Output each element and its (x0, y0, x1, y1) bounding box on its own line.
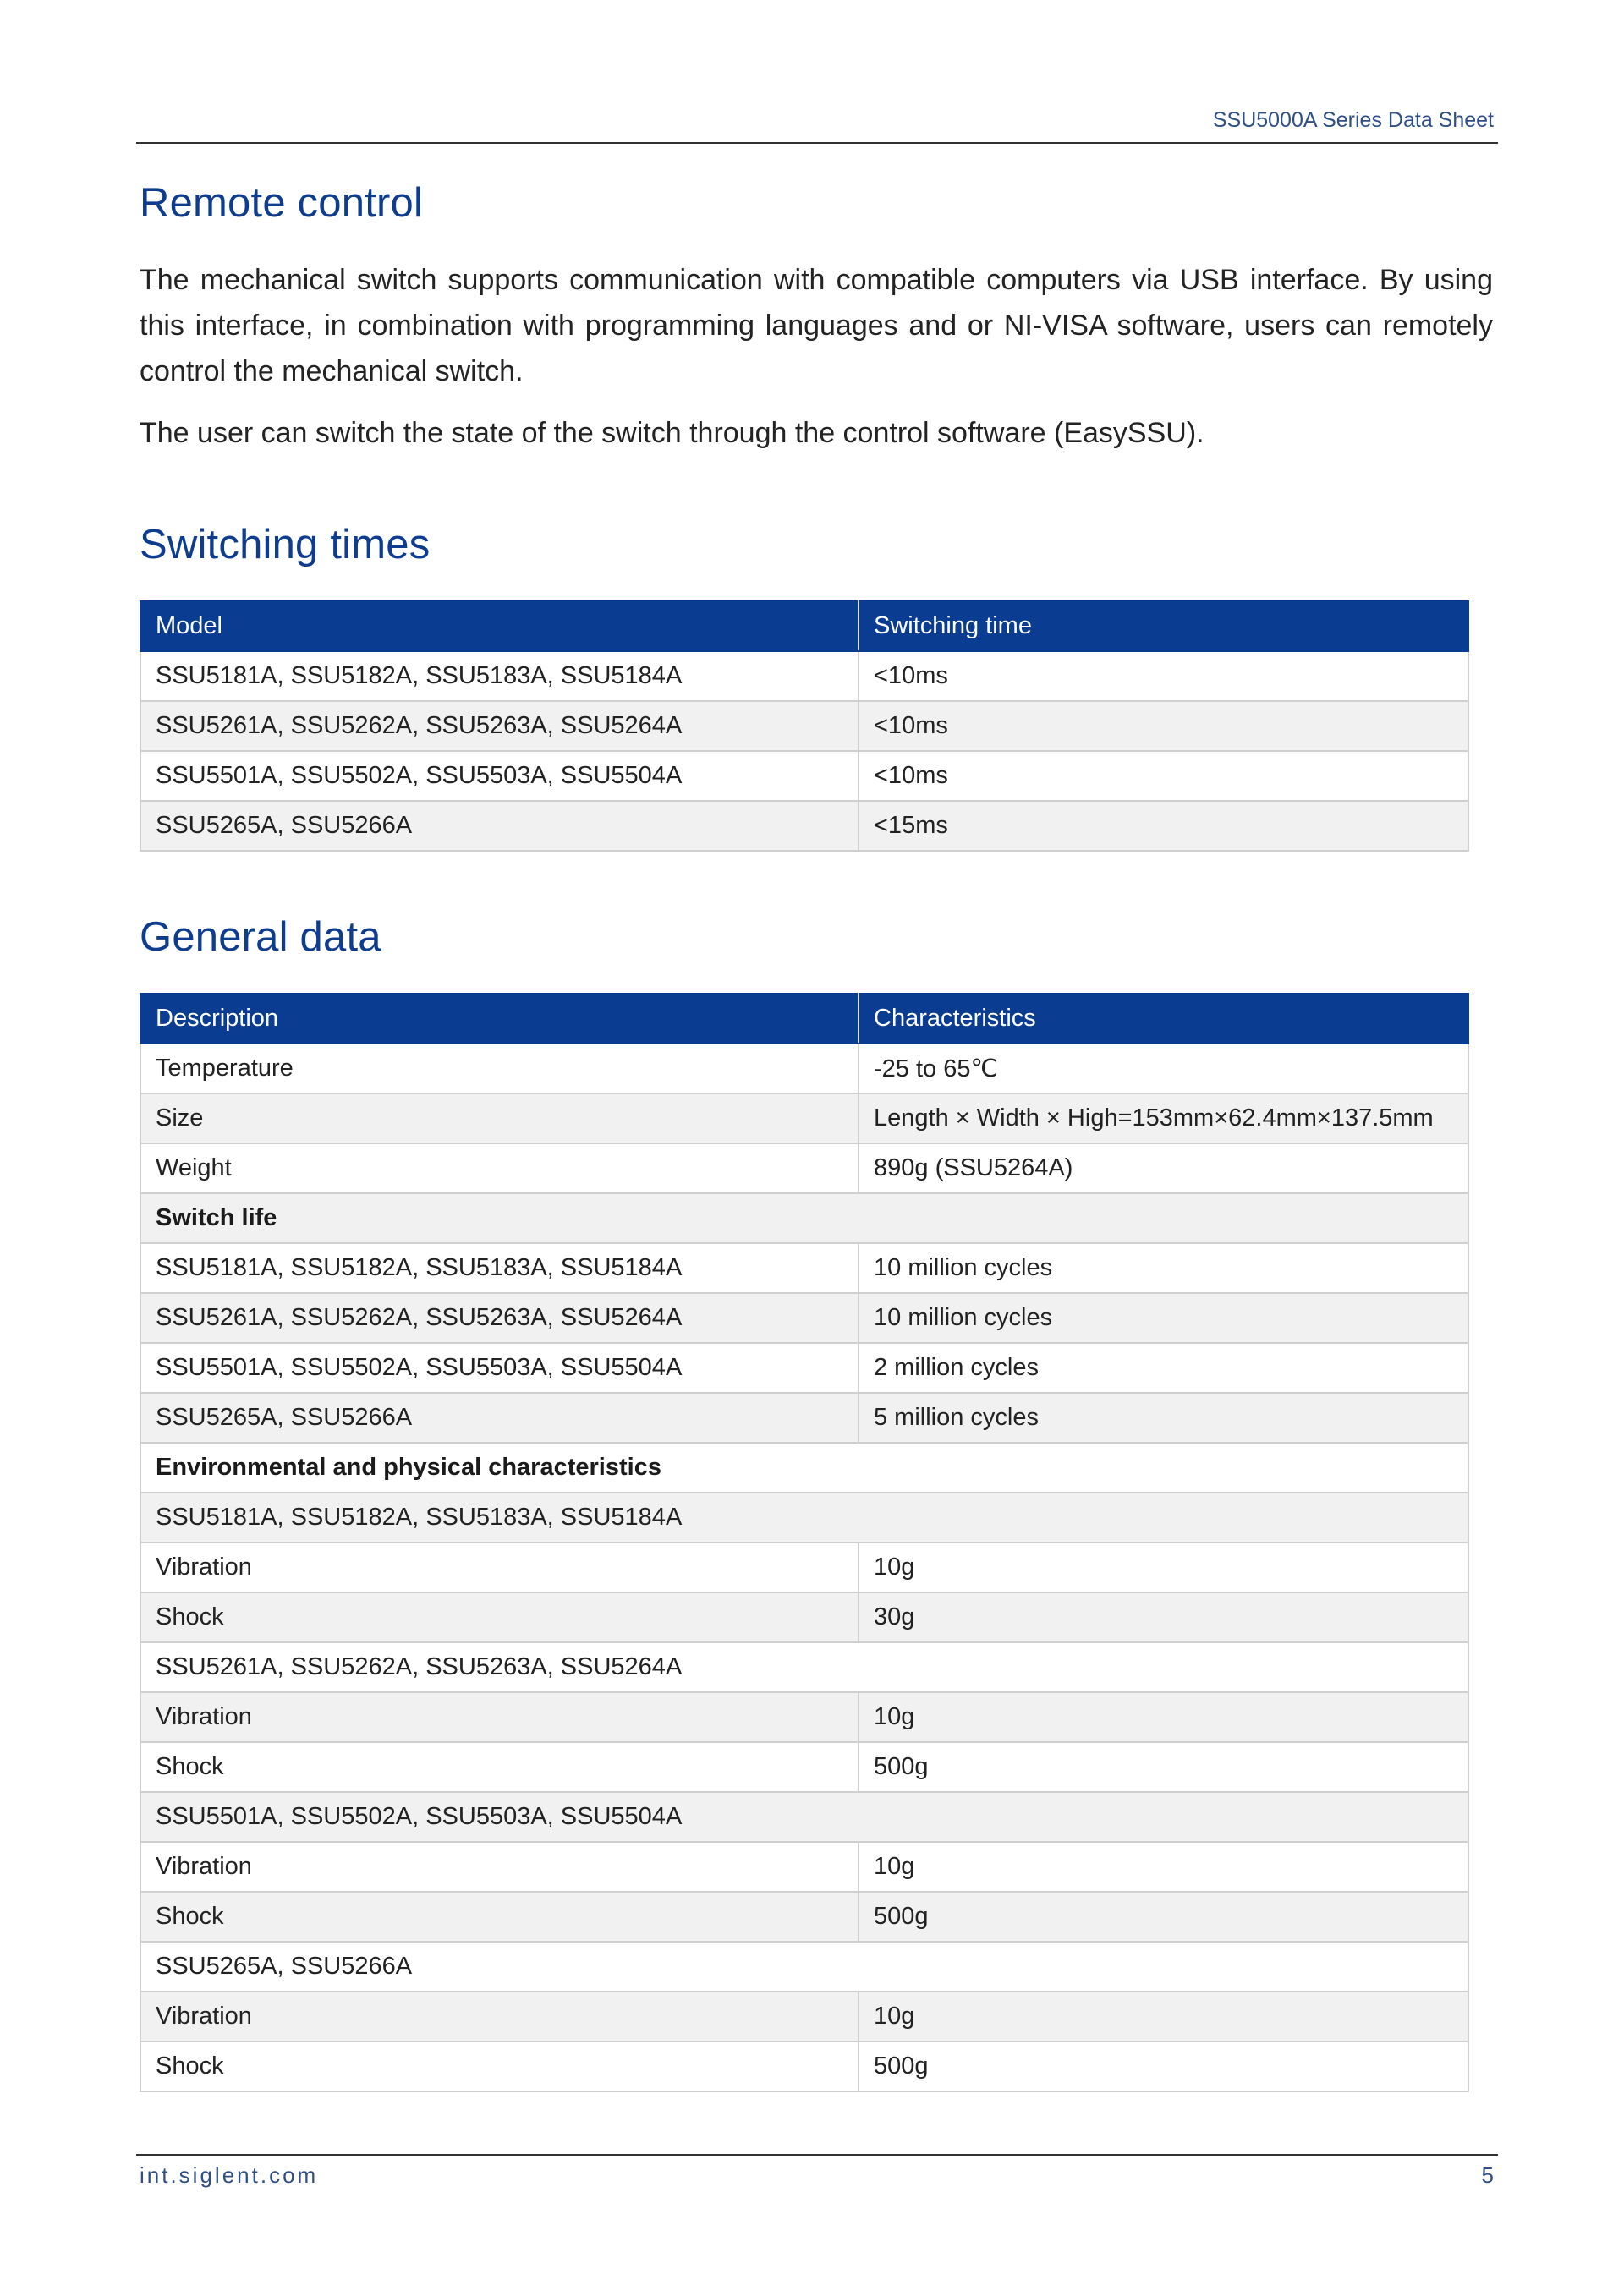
characteristic-cell: 890g (SSU5264A) (859, 1143, 1468, 1193)
table-row (140, 1393, 1468, 1443)
table-section-row (140, 1792, 1468, 1842)
model-cell: SSU5261A, SSU5262A, SSU5263A, SSU5264A (140, 701, 859, 751)
table-row (140, 751, 1468, 801)
model-cell: SSU5181A, SSU5182A, SSU5183A, SSU5184A (140, 651, 859, 701)
characteristic-cell: Length × Width × High=153mm×62.4mm×137.5mm (859, 1093, 1468, 1143)
header-divider (136, 142, 1498, 144)
description-cell: Temperature (140, 1044, 859, 1093)
table-row (140, 1093, 1468, 1143)
description-cell: SSU5181A, SSU5182A, SSU5183A, SSU5184A (140, 1243, 859, 1293)
table-header-row (140, 994, 1468, 1044)
table-row (140, 1044, 1468, 1093)
column-header-model: Model (140, 601, 859, 651)
switching-times-heading: Switching times (140, 522, 431, 567)
table-row (140, 1243, 1468, 1293)
model-cell: SSU5265A, SSU5266A (140, 801, 859, 851)
description-cell: Vibration (140, 1692, 859, 1742)
characteristic-cell: 500g (859, 2041, 1468, 2091)
description-cell: Vibration (140, 1992, 859, 2041)
footer-website: int.siglent.com (140, 2162, 319, 2188)
switching-time-cell: <10ms (859, 751, 1468, 801)
general-data-heading: General data (140, 914, 381, 960)
column-header-characteristics: Characteristics (859, 994, 1468, 1044)
characteristic-cell: 10g (859, 1992, 1468, 2041)
remote-control-paragraph-2: The user can switch the state of the switch through the control software (EasySSU). (140, 417, 1204, 449)
model-group-cell: SSU5501A, SSU5502A, SSU5503A, SSU5504A (140, 1792, 1468, 1842)
switching-times-table (140, 600, 1469, 852)
description-cell: SSU5501A, SSU5502A, SSU5503A, SSU5504A (140, 1343, 859, 1393)
table-row (140, 651, 1468, 701)
characteristic-cell: 500g (859, 1742, 1468, 1792)
table-section-row (140, 1193, 1468, 1243)
characteristic-cell: 30g (859, 1592, 1468, 1642)
table-section-row (140, 1443, 1468, 1493)
remote-control-paragraph-1: The mechanical switch supports communication with compatible computers via USB interface. By using this interface, in combination with programming languages and or NI-VISA software, users can remotely control the mechanical switch. (140, 264, 1493, 387)
table-section-row (140, 1493, 1468, 1543)
switching-time-cell: <10ms (859, 651, 1468, 701)
description-cell: Vibration (140, 1842, 859, 1892)
characteristic-cell: 2 million cycles (859, 1343, 1468, 1393)
description-cell: Size (140, 1093, 859, 1143)
model-cell: SSU5501A, SSU5502A, SSU5503A, SSU5504A (140, 751, 859, 801)
table-row (140, 1543, 1468, 1592)
table-section-row (140, 1642, 1468, 1692)
characteristic-cell: 10g (859, 1543, 1468, 1592)
characteristic-cell: 10 million cycles (859, 1243, 1468, 1293)
table-row (140, 1742, 1468, 1792)
table-row (140, 1892, 1468, 1942)
table-row (140, 1692, 1468, 1742)
model-group-cell: SSU5261A, SSU5262A, SSU5263A, SSU5264A (140, 1642, 1468, 1692)
table-row (140, 2041, 1468, 2091)
table-row (140, 1842, 1468, 1892)
header-title: SSU5000A Series Data Sheet (1212, 108, 1494, 132)
section-label-cell: Environmental and physical characteristics (140, 1443, 1468, 1493)
characteristic-cell: 5 million cycles (859, 1393, 1468, 1443)
table-row (140, 1343, 1468, 1393)
model-group-cell: SSU5265A, SSU5266A (140, 1942, 1468, 1992)
description-cell: SSU5265A, SSU5266A (140, 1393, 859, 1443)
page-number: 5 (1481, 2162, 1494, 2188)
description-cell: Shock (140, 1892, 859, 1942)
section-label-cell: Switch life (140, 1193, 1468, 1243)
remote-control-heading: Remote control (140, 180, 424, 226)
description-cell: Weight (140, 1143, 859, 1193)
column-header-switching-time: Switching time (859, 601, 1468, 651)
table-row (140, 801, 1468, 851)
table-row (140, 1592, 1468, 1642)
table-row (140, 1143, 1468, 1193)
description-cell: Shock (140, 1742, 859, 1792)
switching-time-cell: <15ms (859, 801, 1468, 851)
description-cell: Vibration (140, 1543, 859, 1592)
characteristic-cell: 10g (859, 1692, 1468, 1742)
switching-time-cell: <10ms (859, 701, 1468, 751)
model-group-cell: SSU5181A, SSU5182A, SSU5183A, SSU5184A (140, 1493, 1468, 1543)
description-cell: Shock (140, 2041, 859, 2091)
table-row (140, 701, 1468, 751)
footer-divider (136, 2154, 1498, 2156)
characteristic-cell: -25 to 65℃ (859, 1044, 1468, 1093)
general-data-table (140, 993, 1469, 2092)
table-row (140, 1293, 1468, 1343)
description-cell: SSU5261A, SSU5262A, SSU5263A, SSU5264A (140, 1293, 859, 1343)
table-header-row (140, 601, 1468, 651)
characteristic-cell: 500g (859, 1892, 1468, 1942)
characteristic-cell: 10 million cycles (859, 1293, 1468, 1343)
characteristic-cell: 10g (859, 1842, 1468, 1892)
column-header-description: Description (140, 994, 859, 1044)
description-cell: Shock (140, 1592, 859, 1642)
table-section-row (140, 1942, 1468, 1992)
table-row (140, 1992, 1468, 2041)
